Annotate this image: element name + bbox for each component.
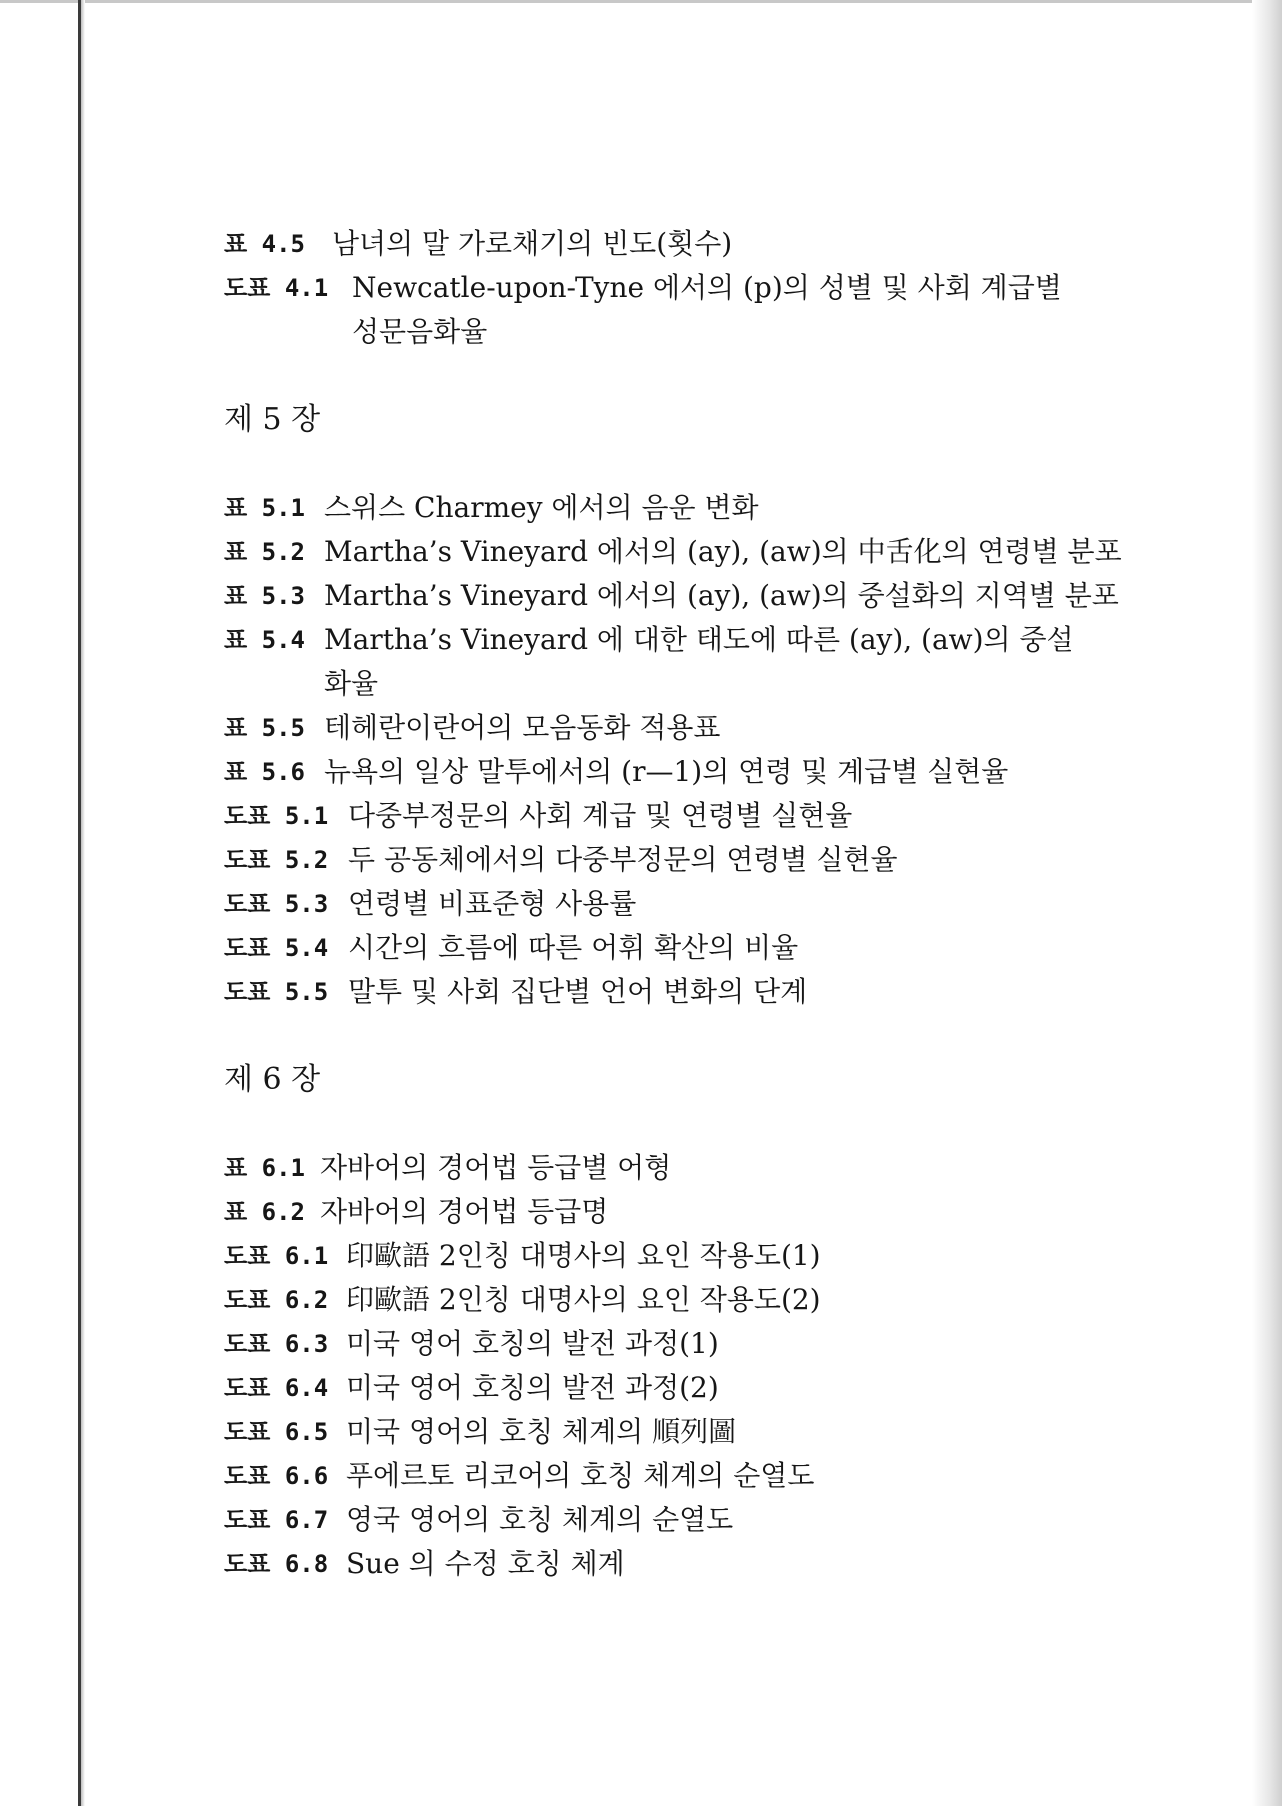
entry-title: 자바어의 경어법 등급별 어형 xyxy=(320,1151,672,1184)
entry-number: 도표 4.1 xyxy=(224,274,329,302)
list-entry xyxy=(224,1146,1124,1190)
list-entry xyxy=(224,1190,1124,1234)
entry-title: 두 공동체에서의 다중부정문의 연령별 실현율 xyxy=(348,843,898,876)
list-entry xyxy=(224,882,1124,926)
entry-title: Martha’s Vineyard 에 대한 태도에 따른 (ay), (aw)의 중설 xyxy=(324,623,1074,656)
entry-title: 자바어의 경어법 등급명 xyxy=(320,1195,609,1228)
list-entry xyxy=(224,1410,1124,1454)
list-entry xyxy=(224,1498,1124,1542)
entry-title: 스위스 Charmey 에서의 음운 변화 xyxy=(324,491,759,524)
entry-title-continuation: 화율 xyxy=(324,667,379,700)
list-entry xyxy=(224,1234,1124,1278)
entry-title: 테헤란이란어의 모음동화 적용표 xyxy=(324,711,721,744)
top-entries xyxy=(224,222,1124,354)
entry-number: 표 6.2 xyxy=(224,1198,305,1226)
list-entry xyxy=(224,706,1124,750)
entry-number: 도표 5.3 xyxy=(224,890,329,918)
entry-title: Newcatle-upon-Tyne 에서의 (p)의 성별 및 사회 계급별 xyxy=(352,271,1062,304)
entry-title: 푸에르토 리코어의 호칭 체계의 순열도 xyxy=(346,1459,815,1492)
entry-number: 도표 5.1 xyxy=(224,802,329,830)
entry-number: 도표 6.7 xyxy=(224,1506,329,1534)
entry-number: 도표 6.1 xyxy=(224,1242,329,1270)
list-entry xyxy=(224,266,1124,310)
list-entry xyxy=(224,486,1124,530)
list-entry xyxy=(224,1322,1124,1366)
list-entry xyxy=(224,838,1124,882)
list-entry xyxy=(224,530,1124,574)
page-left-shadow xyxy=(81,0,85,1806)
chapter-6-entries xyxy=(224,1146,1124,1586)
list-entry xyxy=(224,618,1124,662)
list-entry-continuation xyxy=(224,310,1124,354)
entry-title: 뉴욕의 일상 말투에서의 (r—1)의 연령 및 계급별 실현율 xyxy=(324,755,1009,788)
entry-number: 표 5.4 xyxy=(224,626,305,654)
entry-title: 미국 영어의 호칭 체계의 順列圖 xyxy=(346,1415,737,1448)
entry-title: 영국 영어의 호칭 체계의 순열도 xyxy=(346,1503,734,1536)
list-of-tables-page xyxy=(224,222,1124,1586)
chapter-heading: 제 6 장 xyxy=(224,1062,321,1097)
entry-title: 미국 영어 호칭의 발전 과정(2) xyxy=(346,1371,719,1404)
list-entry xyxy=(224,970,1124,1014)
entry-title: Sue 의 수정 호칭 체계 xyxy=(346,1547,625,1580)
list-entry xyxy=(224,222,1124,266)
entry-number: 도표 5.5 xyxy=(224,978,329,1006)
entry-number: 도표 6.5 xyxy=(224,1418,329,1446)
entry-number: 표 5.3 xyxy=(224,582,305,610)
page-right-shadow xyxy=(1252,0,1282,1806)
entry-title: 印歐語 2인칭 대명사의 요인 작용도(1) xyxy=(346,1239,821,1272)
entry-number: 도표 6.4 xyxy=(224,1374,329,1402)
entry-title: 미국 영어 호칭의 발전 과정(1) xyxy=(346,1327,719,1360)
list-entry xyxy=(224,1542,1124,1586)
list-entry-continuation xyxy=(224,662,1124,706)
entry-title: 다중부정문의 사회 계급 및 연령별 실현율 xyxy=(348,799,853,832)
entry-number: 도표 6.3 xyxy=(224,1330,329,1358)
entry-number: 표 6.1 xyxy=(224,1154,305,1182)
chapter-heading: 제 5 장 xyxy=(224,402,321,437)
entry-title: 시간의 흐름에 따른 어휘 확산의 비율 xyxy=(348,931,799,964)
entry-title: Martha’s Vineyard 에서의 (ay), (aw)의 중설화의 지역별 분포 xyxy=(324,579,1119,612)
list-entry xyxy=(224,574,1124,618)
scan-top-edge xyxy=(0,0,1282,3)
list-entry xyxy=(224,794,1124,838)
entry-number: 표 5.5 xyxy=(224,714,305,742)
entry-number: 도표 6.2 xyxy=(224,1286,329,1314)
entry-title: 연령별 비표준형 사용률 xyxy=(348,887,637,920)
entry-title: 印歐語 2인칭 대명사의 요인 작용도(2) xyxy=(346,1283,821,1316)
entry-title: 말투 및 사회 집단별 언어 변화의 단계 xyxy=(348,975,808,1008)
entry-number: 도표 5.4 xyxy=(224,934,329,962)
list-entry xyxy=(224,926,1124,970)
list-entry xyxy=(224,1278,1124,1322)
entry-number: 표 5.1 xyxy=(224,494,305,522)
list-entry xyxy=(224,1366,1124,1410)
entry-number: 표 5.2 xyxy=(224,538,305,566)
list-entry xyxy=(224,750,1124,794)
entry-title: 남녀의 말 가로채기의 빈도(횟수) xyxy=(332,227,733,260)
entry-number: 표 5.6 xyxy=(224,758,305,786)
entry-title: Martha’s Vineyard 에서의 (ay), (aw)의 中舌化의 연령별 분포 xyxy=(324,535,1122,568)
entry-number: 도표 6.8 xyxy=(224,1550,329,1578)
chapter-5-entries xyxy=(224,486,1124,1014)
entry-title-continuation: 성문음화율 xyxy=(352,315,488,348)
entry-number: 도표 6.6 xyxy=(224,1462,329,1490)
list-entry xyxy=(224,1454,1124,1498)
entry-number: 표 4.5 xyxy=(224,230,305,258)
entry-number: 도표 5.2 xyxy=(224,846,329,874)
